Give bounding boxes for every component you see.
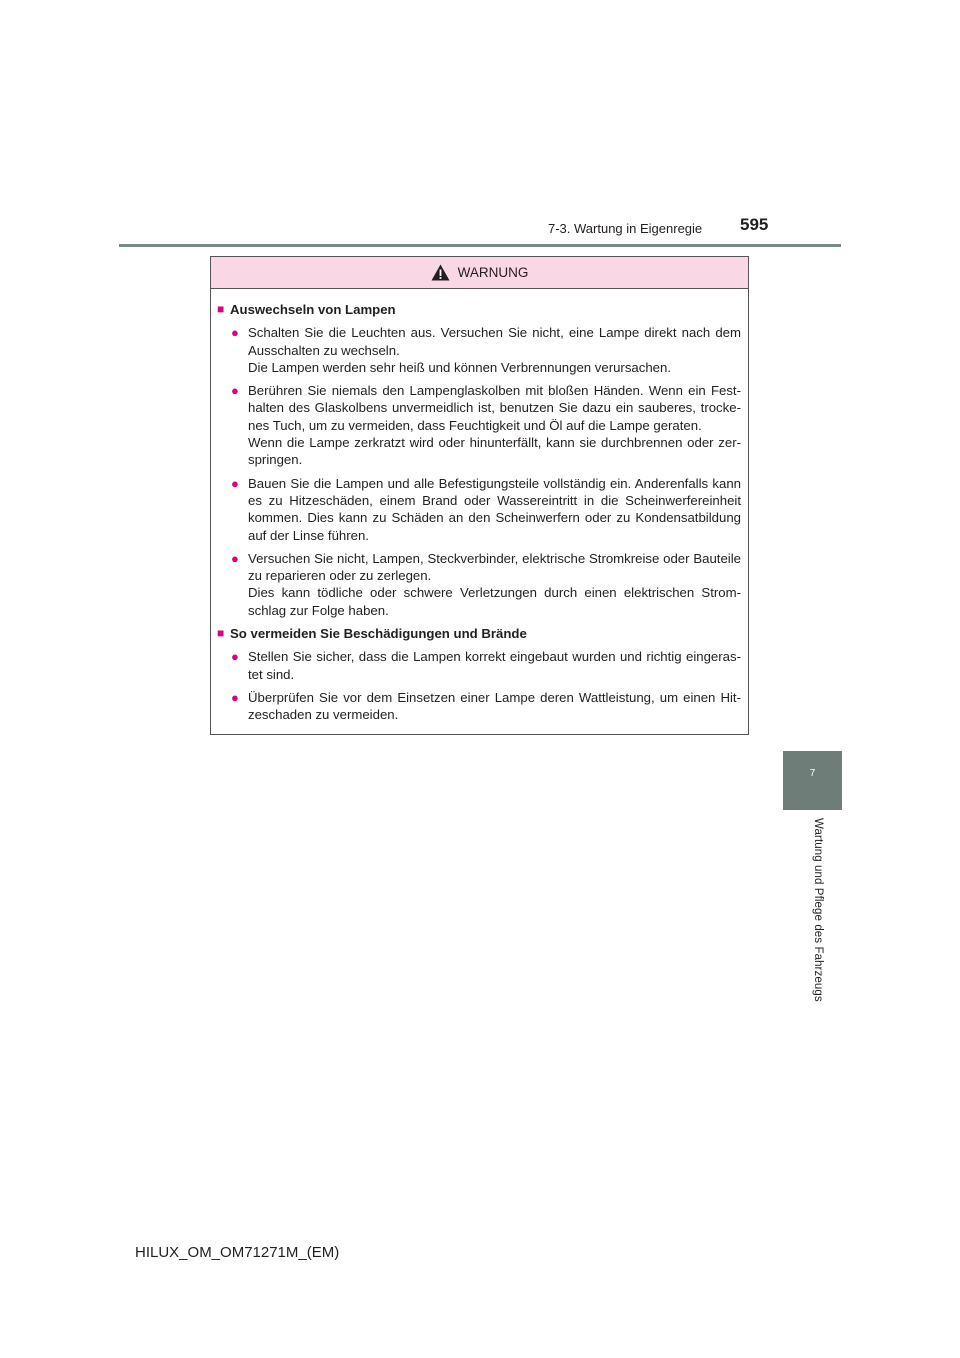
header-divider [119,244,841,247]
bullet-item [217,648,741,683]
bullet-item [217,382,741,468]
square-bullet-icon: ■ [217,302,225,316]
section-heading-text: So vermeiden Sie Beschädigungen und Brände [230,626,527,642]
bullet-text: Stellen Sie sicher, dass die Lampen korrekt eingebaut wurden und richtig eingerastet sind. [248,649,741,682]
bullet-item [217,689,741,724]
bullet-item [217,475,741,544]
bullet-text: Dies kann tödliche oder schwere Verletzungen durch einen elektrischen Stromschlag zur Folge haben. [248,585,741,618]
bullet-text: Versuchen Sie nicht, Lampen, Steckverbinder, elektrische Stromkreise oder Bauteile zu reparieren oder zu zerlegen. [248,550,741,584]
section-heading [217,301,741,318]
bullet-text: Überprüfen Sie vor dem Einsetzen einer Lampe deren Wattleistung, um einen Hitzeschaden zu vermeiden. [248,689,741,723]
bullet-text: Schalten Sie die Leuchten aus. Versuchen Sie nicht, eine Lampe direkt nach dem Ausschalten zu wechseln. [248,325,741,358]
bullet-item [217,550,741,619]
warning-body [211,289,748,724]
document-code: HILUX_OM_OM71271M_(EM) [135,1244,340,1261]
bullet-text: Bauen Sie die Lampen und alle Befestigungsteile vollständig ein. Anderenfalls kann es zu Hitzeschäden, einem Brand oder Wassereintritt in die Scheinwerfereinheit kommen. Dies kann zu Schäden an den Scheinwerfern oder zu Kondensatbildung auf der Linse führen. [248,475,741,543]
circle-bullet-icon: ● [231,649,239,665]
warning-box [210,256,749,735]
warning-triangle-icon [431,264,450,281]
warning-title: WARNUNG [457,265,529,280]
circle-bullet-icon: ● [231,383,239,399]
bullet-text: Wenn die Lampe zerkratzt wird oder hinunterfällt, kann sie durchbrennen oder zerspringen. [248,435,741,468]
chapter-number: 7 [809,768,816,779]
circle-bullet-icon: ● [231,325,239,341]
section-heading [217,625,741,642]
circle-bullet-icon: ● [231,550,239,566]
page-number: 595 [740,215,769,234]
bullet-text: Berühren Sie niemals den Lampenglaskolben mit bloßen Händen. Wenn ein Festhalten des Glaskolbens unvermeidlich ist, benutzen Sie dazu ein sauberes, trockenes Tuch, um zu vermeiden, dass Feuchtigkeit und Öl auf die Lampe geraten. [248,383,741,433]
square-bullet-icon: ■ [217,626,225,641]
section-title: 7-3. Wartung in Eigenregie [548,221,703,236]
chapter-label: Wartung und Pflege des Fahrzeugs [812,818,824,1002]
bullet-item [217,324,741,376]
warning-header [211,257,748,289]
circle-bullet-icon: ● [231,475,239,491]
circle-bullet-icon: ● [231,689,239,705]
bullet-text: Die Lampen werden sehr heiß und können Verbrennungen verursachen. [248,359,672,375]
chapter-tab [783,751,842,810]
section-heading-text: Auswechseln von Lampen [230,302,396,317]
